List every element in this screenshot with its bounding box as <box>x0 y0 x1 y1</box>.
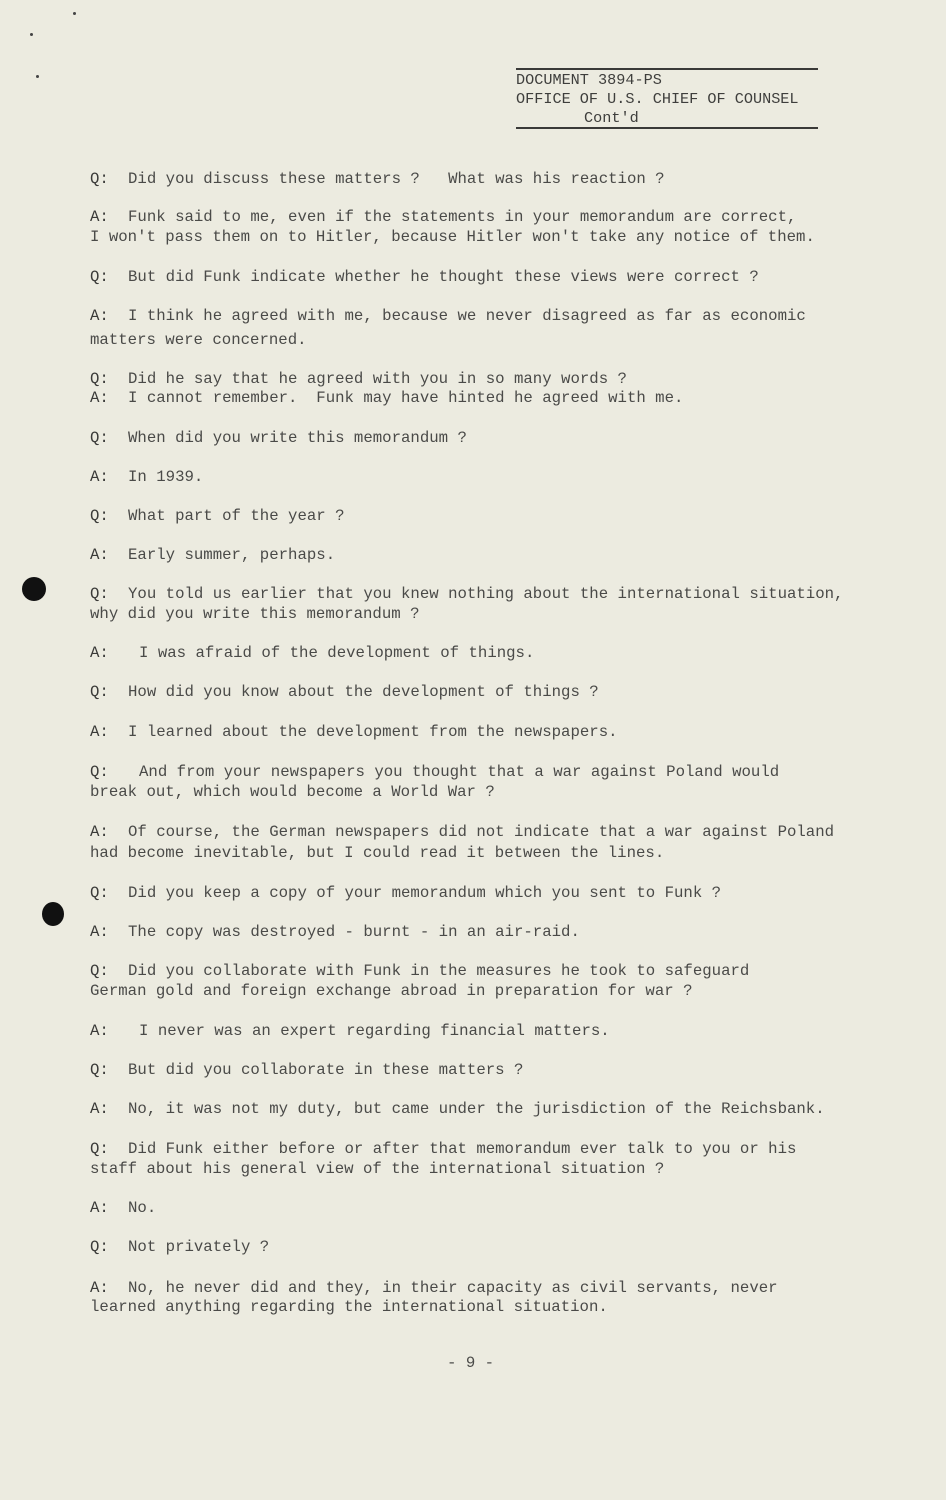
answer-line: had become inevitable, but I could read it between the lines. <box>90 844 665 862</box>
a-label: A: <box>90 823 109 841</box>
question-line: staff about his general view of the international situation ? <box>90 1160 665 1178</box>
question-line: Did you collaborate with Funk in the measures he took to safeguard <box>128 962 750 980</box>
answer-line: The copy was destroyed - burnt - in an air-raid. <box>128 923 580 941</box>
answer-line: Early summer, perhaps. <box>128 546 336 564</box>
answer-line: No, he never did and they, in their capacity as civil servants, never <box>128 1279 778 1297</box>
answer-line: I never was an expert regarding financial matters. <box>139 1022 610 1040</box>
punch-hole <box>42 902 64 926</box>
answer-line: learned anything regarding the international situation. <box>90 1298 608 1316</box>
office-title: OFFICE OF U.S. CHIEF OF COUNSEL <box>516 90 799 108</box>
q-label: Q: <box>90 763 109 781</box>
speck <box>30 33 33 36</box>
answer-line: I cannot remember. Funk may have hinted he agreed with me. <box>128 389 684 407</box>
a-label: A: <box>90 546 109 564</box>
q-label: Q: <box>90 507 109 525</box>
continued-label: Cont'd <box>584 109 639 127</box>
q-label: Q: <box>90 429 109 447</box>
answer-line: Funk said to me, even if the statements in your memorandum are correct, <box>128 208 797 226</box>
q-label: Q: <box>90 585 109 603</box>
answer-line: I was afraid of the development of things. <box>139 644 535 662</box>
a-label: A: <box>90 1199 109 1217</box>
question-line: Not privately ? <box>128 1238 270 1256</box>
a-label: A: <box>90 1100 109 1118</box>
a-label: A: <box>90 1022 109 1040</box>
q-label: Q: <box>90 884 109 902</box>
question-line: What part of the year ? <box>128 507 345 525</box>
question-line: And from your newspapers you thought that a war against Poland would <box>139 763 780 781</box>
q-label: Q: <box>90 1061 109 1079</box>
answer-line: Of course, the German newspapers did not indicate that a war against Poland <box>128 823 835 841</box>
speck <box>36 75 39 78</box>
q-label: Q: <box>90 1140 109 1158</box>
q-label: Q: <box>90 170 109 188</box>
question-line: Did you keep a copy of your memorandum which you sent to Funk ? <box>128 884 722 902</box>
punch-hole <box>22 577 46 601</box>
q-label: Q: <box>90 370 109 388</box>
question-line: When did you write this memorandum ? <box>128 429 467 447</box>
a-label: A: <box>90 644 109 662</box>
q-label: Q: <box>90 962 109 980</box>
q-label: Q: <box>90 1238 109 1256</box>
answer-line: I think he agreed with me, because we never disagreed as far as economic <box>128 307 806 325</box>
answer-line: I learned about the development from the newspapers. <box>128 723 618 741</box>
answer-line: matters were concerned. <box>90 331 307 349</box>
question-line: Did he say that he agreed with you in so many words ? <box>128 370 627 388</box>
question-line: Did you discuss these matters ? What was his reaction ? <box>128 170 665 188</box>
q-label: Q: <box>90 683 109 701</box>
speck <box>73 12 76 15</box>
header-rule-bottom <box>516 127 818 129</box>
a-label: A: <box>90 389 109 407</box>
question-line: German gold and foreign exchange abroad in preparation for war ? <box>90 982 693 1000</box>
answer-line: No, it was not my duty, but came under the jurisdiction of the Reichsbank. <box>128 1100 825 1118</box>
document-number: DOCUMENT 3894-PS <box>516 71 662 89</box>
answer-line: I won't pass them on to Hitler, because Hitler won't take any notice of them. <box>90 228 815 246</box>
header-rule-top <box>516 68 818 70</box>
q-label: Q: <box>90 268 109 286</box>
question-line: How did you know about the development of things ? <box>128 683 599 701</box>
answer-line: In 1939. <box>128 468 204 486</box>
page-number: - 9 - <box>447 1354 495 1372</box>
answer-line: No. <box>128 1199 157 1217</box>
a-label: A: <box>90 468 109 486</box>
a-label: A: <box>90 307 109 325</box>
question-line: But did Funk indicate whether he thought these views were correct ? <box>128 268 759 286</box>
question-line: But did you collaborate in these matters ? <box>128 1061 524 1079</box>
a-label: A: <box>90 923 109 941</box>
question-line: break out, which would become a World War ? <box>90 783 495 801</box>
question-line: You told us earlier that you knew nothing about the international situation, <box>128 585 844 603</box>
a-label: A: <box>90 208 109 226</box>
question-line: Did Funk either before or after that memorandum ever talk to you or his <box>128 1140 797 1158</box>
a-label: A: <box>90 723 109 741</box>
a-label: A: <box>90 1279 109 1297</box>
question-line: why did you write this memorandum ? <box>90 605 420 623</box>
